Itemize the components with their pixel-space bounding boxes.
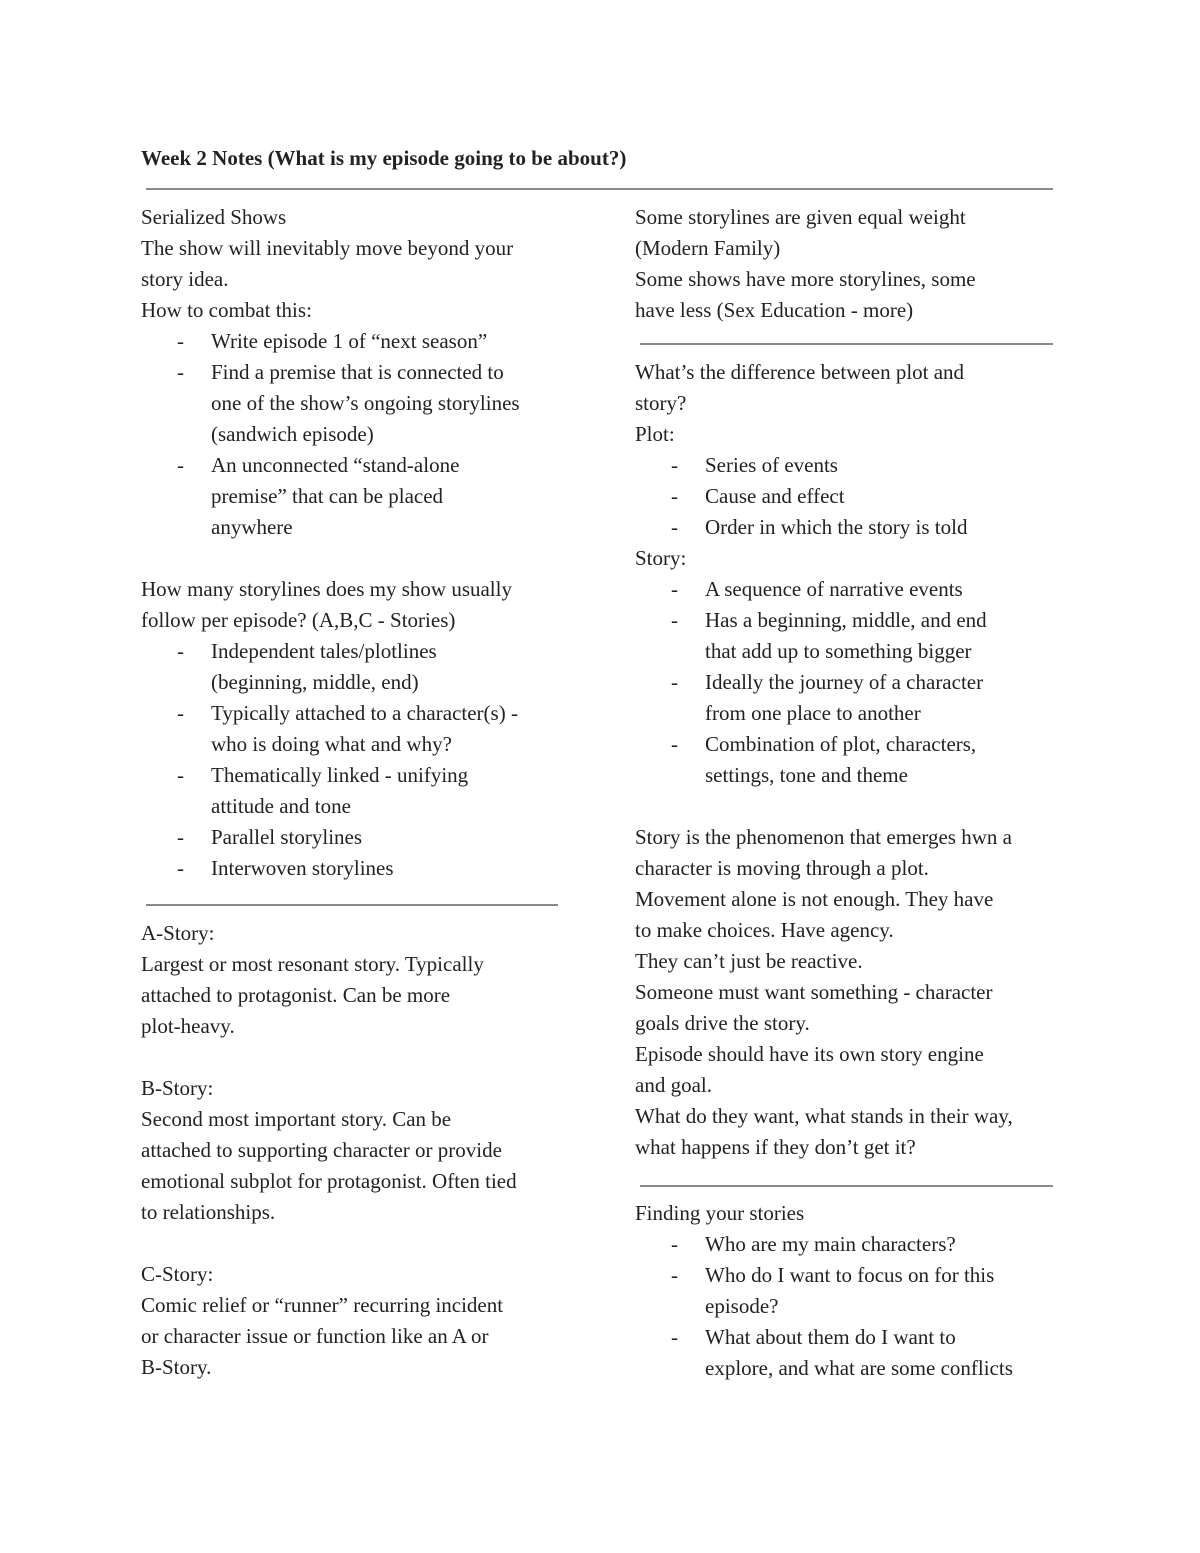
list-item-text: who is doing what and why? — [211, 732, 452, 756]
bullet-dash: - — [671, 670, 678, 694]
list-item — [635, 605, 1075, 667]
finding-stories-list — [635, 1229, 1075, 1384]
list-item-text: Interwoven storylines — [211, 856, 394, 880]
list-item-text: (beginning, middle, end) — [211, 670, 419, 694]
storylines-count-text — [141, 574, 581, 636]
list-item-text: Write episode 1 of “next season” — [211, 329, 488, 353]
bullet-dash: - — [671, 1325, 678, 1349]
text-line: Finding your stories — [635, 1201, 805, 1225]
list-item — [635, 667, 1075, 729]
list-item-text: Cause and effect — [705, 484, 845, 508]
list-item-text: premise” that can be placed — [211, 484, 444, 508]
text-line: The show will inevitably move beyond your — [141, 236, 514, 260]
story-label: Story: — [635, 546, 687, 570]
list-item-text: anywhere — [211, 515, 293, 539]
list-item-text: Who do I want to focus on for this — [705, 1263, 995, 1287]
bullet-dash: - — [671, 577, 678, 601]
storylines-count-section — [141, 574, 581, 884]
text-line: to relationships. — [141, 1200, 276, 1224]
list-item-text: (sandwich episode) — [211, 422, 374, 446]
serialized-shows-text — [141, 202, 581, 326]
list-item-text: Combination of plot, characters, — [705, 732, 977, 756]
finding-stories-text — [635, 1198, 1075, 1229]
list-item — [635, 1260, 1075, 1322]
list-item-text: What about them do I want to — [705, 1325, 956, 1349]
a-story-section — [141, 918, 581, 1042]
text-line: What do they want, what stands in their way, — [635, 1104, 1013, 1128]
list-item-text: attitude and tone — [211, 794, 351, 818]
bullet-dash: - — [671, 484, 678, 508]
text-line: Movement alone is not enough. They have — [635, 887, 994, 911]
list-item — [635, 574, 1075, 605]
list-item — [635, 481, 1075, 512]
list-item-text: Thematically linked - unifying — [211, 763, 469, 787]
text-line: Second most important story. Can be — [141, 1107, 452, 1131]
list-item — [635, 450, 1075, 481]
story-list — [635, 574, 1075, 791]
list-item-text: Parallel storylines — [211, 825, 363, 849]
page-title: Week 2 Notes (What is my episode going to be about?) — [141, 146, 627, 170]
story-phenomenon-text — [635, 822, 1075, 1163]
bullet-dash: - — [177, 453, 184, 477]
list-item-text: Independent tales/plotlines — [211, 639, 437, 663]
text-line: follow per episode? (A,B,C - Stories) — [141, 608, 456, 632]
list-item-text: settings, tone and theme — [705, 763, 908, 787]
list-item-text: A sequence of narrative events — [705, 577, 963, 601]
text-line: or character issue or function like an A or — [141, 1324, 489, 1348]
divider-left-1 — [146, 904, 558, 906]
text-line: plot-heavy. — [141, 1014, 235, 1038]
bullet-dash: - — [671, 1263, 678, 1287]
text-line: Serialized Shows — [141, 205, 287, 229]
list-item-text: that add up to something bigger — [705, 639, 972, 663]
bullet-dash: - — [177, 825, 184, 849]
bullet-dash: - — [177, 856, 184, 880]
bullet-dash: - — [671, 608, 678, 632]
list-item — [141, 822, 581, 853]
list-item — [635, 729, 1075, 791]
bullet-dash: - — [177, 639, 184, 663]
list-item — [141, 450, 581, 543]
storylines-count-list — [141, 636, 581, 884]
divider-top — [146, 188, 1053, 190]
c-story-section — [141, 1259, 581, 1383]
right-column-block4 — [635, 1198, 1075, 1384]
text-line: Some shows have more storylines, some — [635, 267, 976, 291]
text-line: Comic relief or “runner” recurring incident — [141, 1293, 504, 1317]
list-item — [635, 1229, 1075, 1260]
text-line: goals drive the story. — [635, 1011, 810, 1035]
list-item — [141, 760, 581, 822]
list-item — [141, 698, 581, 760]
bullet-dash: - — [671, 453, 678, 477]
text-line: to make choices. Have agency. — [635, 918, 894, 942]
left-column-lower — [141, 918, 581, 1383]
text-line: have less (Sex Education - more) — [635, 298, 914, 322]
bullet-dash: - — [671, 732, 678, 756]
list-item-text: Typically attached to a character(s) - — [211, 701, 518, 725]
bullet-dash: - — [177, 360, 184, 384]
plot-label: Plot: — [635, 422, 675, 446]
b-story-section — [141, 1073, 581, 1228]
bullet-dash: - — [177, 763, 184, 787]
list-item-text: from one place to another — [705, 701, 921, 725]
bullet-dash: - — [671, 515, 678, 539]
list-item-text: Find a premise that is connected to — [211, 360, 504, 384]
text-line: emotional subplot for protagonist. Often tied — [141, 1169, 517, 1193]
list-item-text: Who are my main characters? — [705, 1232, 956, 1256]
serialized-shows-list — [141, 326, 581, 543]
list-item — [141, 636, 581, 698]
serialized-shows-section — [141, 202, 581, 543]
text-line: what happens if they don’t get it? — [635, 1135, 916, 1159]
text-line: B-Story. — [141, 1355, 212, 1379]
bullet-dash: - — [177, 329, 184, 353]
text-line: Episode should have its own story engine — [635, 1042, 984, 1066]
text-line: B-Story: — [141, 1076, 214, 1100]
bullet-dash: - — [177, 701, 184, 725]
list-item-text: Has a beginning, middle, and end — [705, 608, 987, 632]
list-item — [635, 1322, 1075, 1384]
text-line: C-Story: — [141, 1262, 214, 1286]
text-line: How many storylines does my show usually — [141, 577, 512, 601]
list-item-text: An unconnected “stand-alone — [211, 453, 460, 477]
left-column — [141, 202, 581, 884]
list-item — [141, 853, 581, 884]
text-line: How to combat this: — [141, 298, 312, 322]
list-item-text: one of the show’s ongoing storylines — [211, 391, 520, 415]
list-item-text: Series of events — [705, 453, 838, 477]
list-item-text: explore, and what are some conflicts — [705, 1356, 1013, 1380]
text-line: Largest or most resonant story. Typically — [141, 952, 484, 976]
text-line: story idea. — [141, 267, 229, 291]
text-line: Story is the phenomenon that emerges hwn a — [635, 825, 1012, 849]
text-line: story? — [635, 391, 687, 415]
text-line: Some storylines are given equal weight — [635, 205, 966, 229]
text-line: (Modern Family) — [635, 236, 781, 260]
text-line: A-Story: — [141, 921, 215, 945]
divider-right-1 — [640, 343, 1053, 345]
plot-list — [635, 450, 1075, 543]
list-item-text: episode? — [705, 1294, 779, 1318]
text-line: attached to supporting character or provide — [141, 1138, 502, 1162]
plot-vs-story-intro — [635, 357, 1075, 419]
text-line: What’s the difference between plot and — [635, 360, 965, 384]
right-column-block1 — [635, 202, 1075, 326]
list-item-text: Order in which the story is told — [705, 515, 968, 539]
list-item — [141, 326, 581, 357]
text-line: character is moving through a plot. — [635, 856, 929, 880]
divider-right-2 — [640, 1185, 1053, 1187]
list-item-text: Ideally the journey of a character — [705, 670, 984, 694]
text-line: attached to protagonist. Can be more — [141, 983, 451, 1007]
right-column-block2 — [635, 357, 1075, 1163]
storyline-weight-text — [635, 202, 1075, 326]
bullet-dash: - — [671, 1232, 678, 1256]
text-line: Someone must want something - character — [635, 980, 993, 1004]
text-line: and goal. — [635, 1073, 712, 1097]
text-line: They can’t just be reactive. — [635, 949, 863, 973]
list-item — [635, 512, 1075, 543]
list-item — [141, 357, 581, 450]
